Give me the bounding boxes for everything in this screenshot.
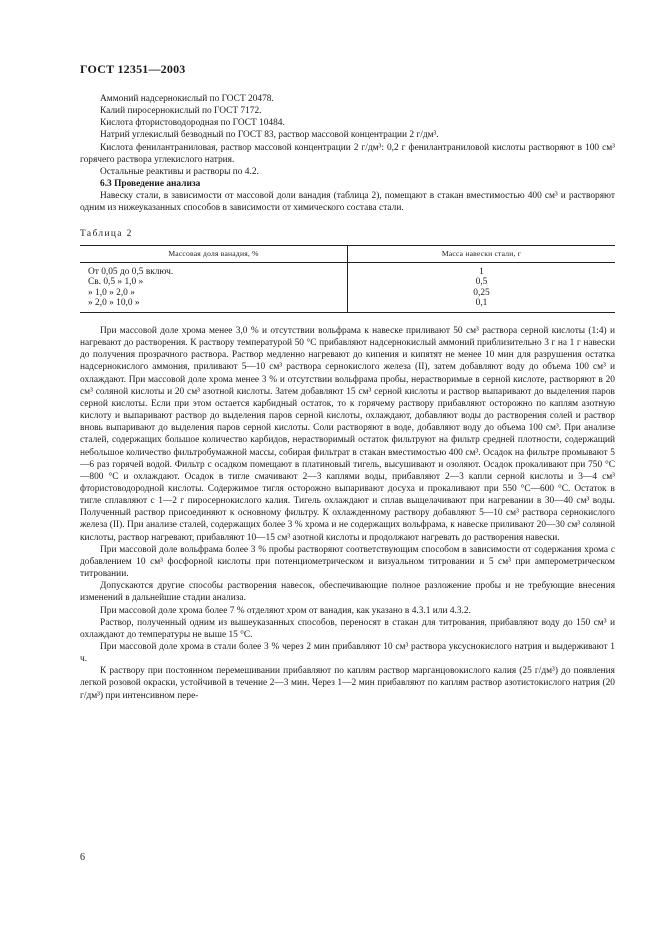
table-cell: » 2,0 » 10,0 »: [80, 298, 348, 312]
table-cell: 1: [479, 266, 484, 277]
paragraph: При массовой доле хрома менее 3,0 % и отсутствии вольфрама к навеске приливают 50 см³ раствора серной кислоты (1:4) и нагревают до растворения. К раствору температурой 50 °С прибавляют надсернокислый аммоний приблизительно 3 г на 1 г навески до получения прозрачного раствора. Раствор медленно нагревают до кипения и кипятят не менее 10 мин для разрушения остатка надсернокислого аммония, приливают 5—10 см³ раствора сернокислого железа (II), затем добавляют воду до объема 100 см³ и охлаждают. При массовой доле хрома менее 3 % и отсутствии вольфрама пробы, нерастворимые в серной кислоте, растворяют в 20 см³ соляной кислоты и 20 см³ азотной кислоты. Затем добавляют 15 см³ серной кислоты и раствор выпаривают до выделения паров серной кислоты. Если при этом остается карбидный остаток, то к горячему раствору прибавляют осторожно по каплям азотную кислоту и выпаривают раствор до выделения паров серной кислоты, охлаждают, добавляют воды до растворения солей и раствор вновь выпаривают до выделения паров серной кислоты. Соли растворяют в воде, добавляют воду до объема 100 см³. При анализе сталей, содержащих большое количество карбидов, нерастворимый остаток фильтруют на фильтр средней плотности, содержащий небольшое количество фильтробумажной массы, собирая фильтрат в стакан вместимостью 400 см³. Осадок на фильтре промывают 5—6 раз горячей водой. Фильтр с осадком помещают в платиновый тигель, высушивают и озоляют. Осадок прокаливают при 750 °С—800 °С и охлаждают. Осадок в тигле смачивают 2—3 каплями воды, прибавляют 2—3 капли серной кислоты и 3—4 см³ фтористоводородной кислоты. Содержимое тигля осторожно выпаривают досуха и прокаливают при 550 °С—600 °С. Остаток в тигле сплавляют с 1—2 г пиросернокислого калия. Тигель охлаждают и сплав выщелачивают при нагревании в 30—40 см³ воды. Полученный раствор присоединяют к основному фильтру. К охлажденному раствору добавляют 5—10 см³ раствора сернокислого железа (II). При анализе сталей, содержащих более 3 % хрома и не содержащих вольфрама, к навеске приливают 20—30 см³ соляной кислоты, раствор нагревают, прибавляют 10—15 см³ азотной кислоты и продолжают нагревать до растворения навески.: [80, 325, 615, 543]
table-cell: 0,25: [473, 287, 490, 298]
table-cell: 0,1: [348, 298, 616, 312]
body-text: [80, 325, 615, 702]
document-header: ГОСТ 12351—2003: [80, 62, 186, 76]
paragraph: К раствору при постоянном перемешивании прибавляют по каплям раствор марганцовокислого калия (25 г/дм³) до появления легкой розовой окраски, устойчивой в течение 2—3 мин. Через 1—2 мин прибавляют по каплям раствор азотистокислого натрия (20 г/дм³) при интенсивном пере-: [80, 666, 615, 701]
paragraph: При массовой доле хрома в стали более 3 % через 2 мин прибавляют 10 см³ раствора уксуснокислого натрия и выдерживают 1 ч.: [80, 642, 615, 665]
table-cell: » 1,0 » 2,0 »: [80, 288, 348, 299]
reagent-item: Кислота фенилантраниловая, раствор массовой концентрации 2 г/дм³: 0,2 г фенилантраниловой кислоты растворяют в 100 см³ горячего раствора углекислого натрия.: [80, 142, 615, 165]
vanadium-table: [80, 245, 615, 313]
table-cell: Св. 0,5 » 1,0 »: [80, 277, 348, 288]
table-row: [80, 277, 615, 288]
table-header-cell: Массовая доля ванадия, %: [80, 245, 348, 262]
reagent-item: Аммоний надсернокислый по ГОСТ 20478.: [100, 94, 274, 104]
paragraph: Допускаются другие способы растворения навесок, обеспечивающие полное разложение пробы и не требующие внесения изменений в дальнейшие стадии анализа.: [80, 581, 615, 604]
page-number: 6: [80, 852, 85, 863]
table-cell: 0,5: [475, 277, 488, 288]
table-label: Таблица 2: [80, 228, 133, 239]
paragraph: Раствор, полученный одним из вышеуказанных способов, переносят в стакан для титрования, прибавляют воду до 150 см³ и охлаждают до температуры не выше 15 °С.: [80, 617, 615, 640]
document-page: [80, 62, 615, 702]
table-header-cell: Масса навески стали, г: [348, 245, 616, 262]
reagent-item: Натрий углекислый безводный по ГОСТ 83, раствор массовой концентрации 2 г/дм³.: [100, 130, 439, 141]
section-intro: Навеску стали, в зависимости от массовой доли ванадия (таблица 2), помещают в стакан вместимостью 400 см³ и растворяют одним из нижеуказанных способов в зависимости от химического состава стали.: [80, 191, 615, 214]
reagent-item: Кислота фтористоводородная по ГОСТ 10484.: [100, 118, 285, 129]
section-title: 6.3 Проведение анализа: [100, 179, 201, 190]
table-row: [80, 288, 615, 299]
paragraph: При массовой доле хрома более 7 % отделяют хром от ванадия, как указано в 4.3.1 или 4.3.2.: [100, 605, 471, 616]
reagent-list: [80, 93, 615, 178]
table-cell: От 0,05 до 0,5 включ.: [80, 262, 348, 277]
table-row: [80, 298, 615, 312]
reagent-item: Калий пиросернокислый по ГОСТ 7172.: [100, 106, 262, 117]
table-header-row: [80, 245, 615, 262]
reagent-item: Остальные реактивы и растворы по 4.2.: [100, 166, 259, 177]
paragraph: При массовой доле вольфрама более 3 % пробы растворяют соответствующим способом в зависимости от содержания хрома с добавлением 10 см³ фосфорной кислоты при потенциометрическом и визуальном титровании и 5 см³ при амперометрическом титровании.: [80, 544, 615, 580]
table-row: [80, 262, 615, 277]
